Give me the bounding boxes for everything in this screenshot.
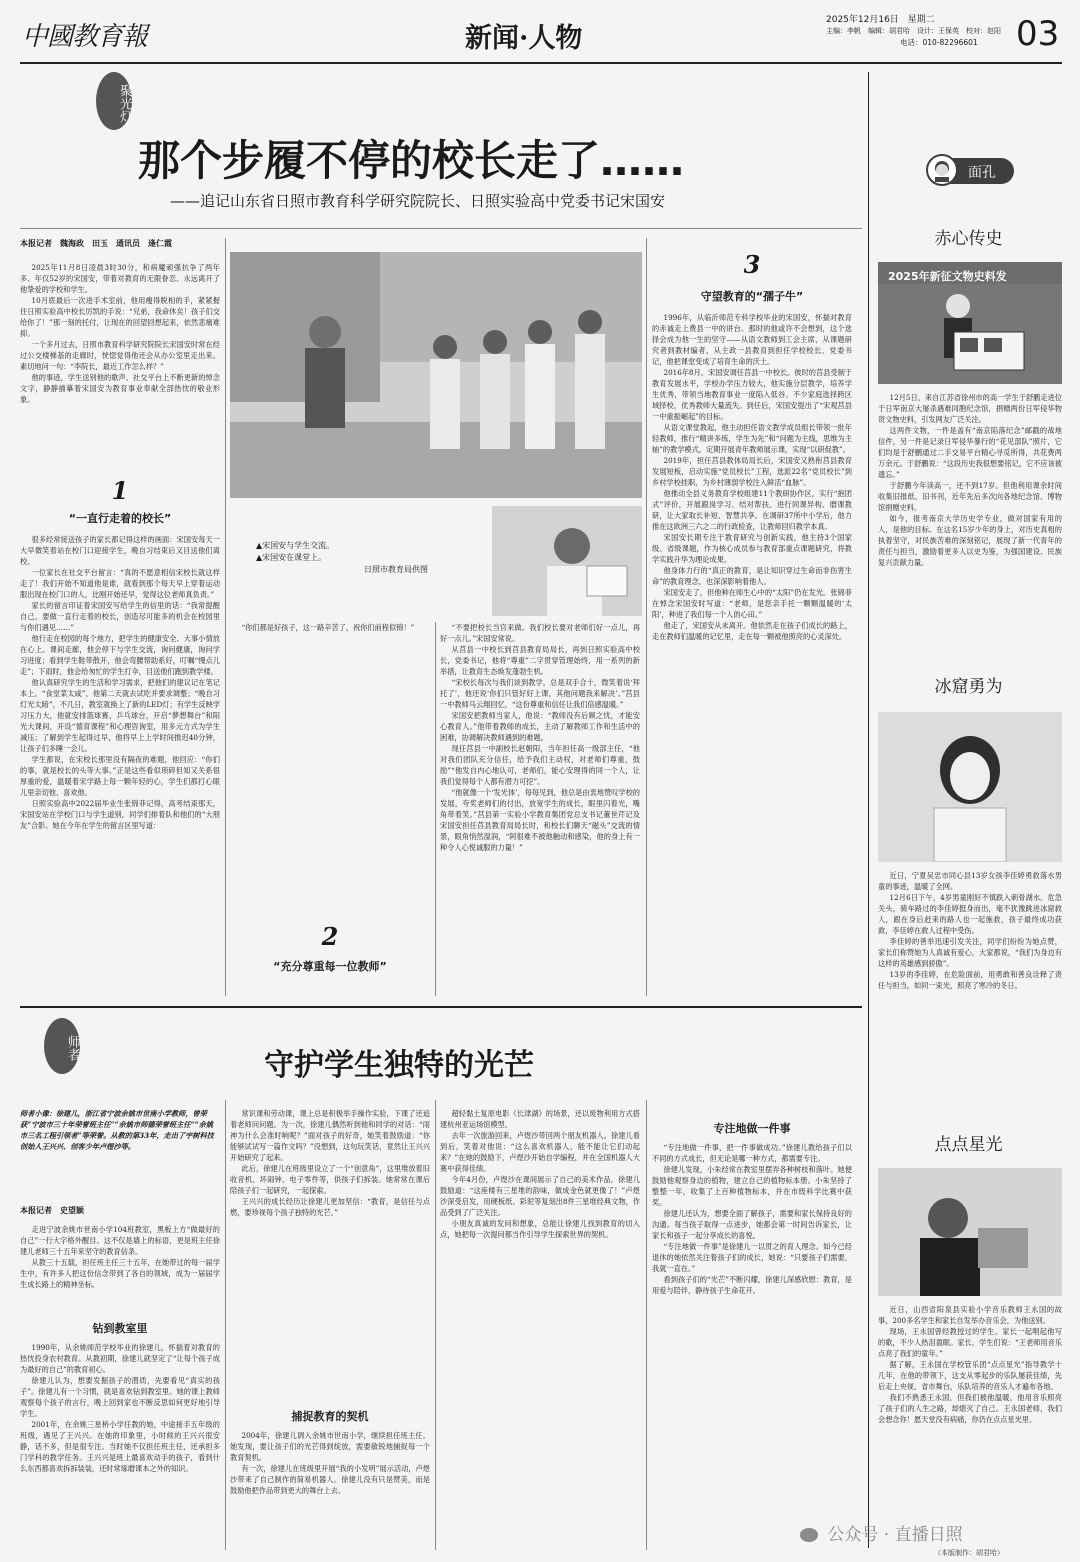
feature-photo-classroom (492, 506, 642, 616)
feature-intro (20, 262, 220, 466)
section-3-paragraph: 宋国安长期专注于教育研究与创新实践，他主持3个国家级、省级课题，作为核心成员参与教育部重点课题研究，将教学实践升华为理论成果。 (652, 533, 852, 564)
teacher-section-2-paragraph: 超轻黏土复原电影《长津湖》的场景，还以废物利用方式搭建杭州亚运场馆模型。 (440, 1109, 640, 1129)
section-1-paragraph: 他认真研究学生的生活和学习需求，把他们的建议记在笔记本上。“食堂菜太咸”，他第二天就去试吃并要求调整；“晚自习灯光太暗”，不几日，教室就换上了新的LED灯；有学生反映学习压力大，他就安排篮球赛、乒乓球台，开启“夢想舞台”和阳光大课间，开设“德育课程”和心理咨询室，用多元方式为学生减压；了解到学生起得过早，他将早上上学时间推迟40分钟，让孩子们多睡一会儿。 (20, 678, 220, 753)
masthead-paper-name: 中國教育報 (22, 22, 148, 52)
section-3-paragraph: 2019年，担任莒县教体局局长后，宋国安又熟衔莒县教育发展短板，启动实施“党员校长”工程，选派22名“党员校长”到乡村学校挂职，为乡村薄弱学校注入鲜活“血脉”。 (652, 456, 852, 487)
section-3-paragraph: 从语文课堂教起，他主动担任语文教学成员组长带领一批年轻教师，推行“精讲多练，学生为先”和“问题为主线，思维为主轴”的教学模式，定期开展青年教师展示课，实现“以研促教”。 (652, 423, 852, 454)
column-divider (646, 1100, 647, 1550)
sidebar-story-1-body (878, 392, 1062, 658)
teacher-section-1-title: 钻到教室里 (92, 1322, 148, 1335)
section-2-paragraph: 从莒县一中校长到莒县教育局局长，再到日照实验高中校长，党委书记，他将“尊重”二字贯穿管理始终，用一系列的新举措，让教育生态焕发蓬勃生机。 (440, 645, 640, 676)
section-3-paragraph: 1996年，从临沂师范专科学校毕业的宋国安，怀揣对教育的赤诚走上费县一中的讲台。那时的他或许不会想到，这个选择会成为他一生的坚守——从语文教师到工会主席，从课题研究者到教材编者，从主政一县教育到担任学校校长、党委书记，他把课堂变成了培育生命的沃土。 (652, 313, 852, 366)
teacher-intro-paragraph: 从教三十五载，担任班主任三十五年，在她带过的每一届学生中，有许多人把这份信念带到了各自的领域，成为一届届学生成长路上的精神坐标。 (20, 1258, 220, 1289)
masthead-staff-line: 主编：李帆 编辑：胡君哈 设计：王保英 校对：赵阳 (826, 27, 1001, 35)
teacher-section-2-continued (440, 1108, 640, 1548)
section-1-paragraph: 很多经常接送孩子的家长都记得这样的画面：宋国安每天一大早微笑着站在校门口迎接学生，晚自习结束后又目送他们离校。 (20, 535, 220, 566)
teacher-intro (20, 1224, 220, 1314)
teacher-section-1-paragraph: 王兴兴的成长经历让徐建儿更加坚信：“教育，是信任与点燃，要珍视每个孩子独特的光芒。” (230, 1197, 430, 1217)
section-1-number: 1 (111, 476, 129, 505)
sidebar-story-1-paragraph: 于舒鹏今年读高一，还不到17岁。但他利用课余时间收集旧报纸、旧书刊，近年先后多次向各地纪念馆、博物馆捐赠史料。 (878, 481, 1062, 512)
sidebar-story-3-title: 点点星光 (934, 1135, 1003, 1155)
teacher-section-3-body (652, 1142, 852, 1522)
intro-paragraph: 2025年11月8日凌晨3时30分，和病魔顽强抗争了两年多、年仅52岁的宋国安，带着对教育的无限眷恋、永远离开了他挚爱的学校和学生。 (20, 263, 220, 294)
section-2-paragraph: “他就像一个‘发光体’，每每见到，他总是由衷地赞叹学校的发展，夸奖老师们的付出，放宽学生的成长，眼里闪着光，嘴角带着笑。”莒县第一实验小学教育集团党总支书记董世芹记及宋国安担任莒县教育局局长时，和校长们聊天“磁头”交流的情景，眼角悄然湿润，“阿很难不被他触动和感染，他的身上有一种令人心悦诚服的力量！” (440, 788, 640, 852)
intro-paragraph: 他的事迹，学生送别他的歌声、社交平台上不断更新的悼念文字，静静描摹着宋国安为教育事业奉献全部热忱的敬业形象。 (20, 373, 220, 404)
classroom-illustration (492, 506, 642, 616)
wechat-icon (800, 1528, 818, 1542)
column-divider (646, 238, 647, 996)
section-3-paragraph: 他身体力行的“真正的教育，是让知识穿过生命而非伤害生命”的教育理念，也深深影响着他人。 (652, 566, 852, 586)
sidebar-column-tag (930, 158, 1014, 184)
teacher-section-2-paragraph: 2004年，徐建儿调入余姚市世南小学，继续担任班主任。她发现，要让孩子们的光芒得到绽放，需要敏锐地捕捉每一个教育契机。 (230, 1431, 430, 1462)
section-1-paragraph: “你们都是好孩子，这一路辛苦了，祝你们前程似锦！” (241, 623, 415, 632)
section-2-title: “充分尊重每一位教师” (273, 960, 387, 973)
section-3-paragraph: 宋国安走了，但他种在师生心中的“太阳”仍在发光。张锦菲在悼念宋国安时写道：“老师，是您亲手托一颗颗温暖的‘太阳’，种进了我们每一个人的心田。” (652, 588, 852, 619)
sidebar-story-2-photo (878, 712, 1062, 862)
teacher-profile: 师者小像：徐建儿，浙江省宁波余姚市世南小学教师，曾荣获“宁波市三十年荣誉班主任”“余姚市师德荣誉班主任”“余姚市三名工程引领者”等荣誉。从教的第33年，走出了宇树科技创始人王兴兴、创客少年卢煜沙等。 (20, 1109, 214, 1151)
teacher-section-1-paragraph: 常识课和劳动课，课上总是积极举手操作实验，下课了还追着老师问问题。为一次，徐建儿偶然听到他和同学的对话：“雨神为什么会准时响呢？”面对孩子的好奇，她笑着鼓励道：“你能够试试写一篇作文吗？”没想到，这句玩笑话，竟然让王兴兴开始研究了起来。 (230, 1109, 430, 1162)
sidebar-story-2-paragraph: 李佳婷的善举迅速引发关注，同学们纷纷为她点赞，家长们称赞她为人真诚有爱心，大家都说，“我们为身边有这样的英雄感到骄傲”。 (878, 937, 1062, 968)
sidebar-story-1-photo (878, 262, 1062, 384)
teacher-column-tag: 师者 (44, 1018, 80, 1074)
feature-byline: 本报记者 魏海政 田玉 通讯员 逢仁霞 (20, 239, 172, 248)
masthead-phone: 电话：010-82296601 (900, 38, 978, 47)
sidebar-divider (868, 72, 869, 1548)
teacher-section-1-paragraph: 徐建儿认为，想要发掘孩子的潜质，先要看见“真实的孩子”。徐建儿有一个习惯，就是喜欢钻到教室里。她的课上教师观察每个孩子的言行，晚上回到家也不断反思如何更好地引导学生。 (20, 1376, 220, 1418)
section-2-paragraph: “宋校长每次与我们谈到教学，总是双手合十，微笑着说‘拜托了’，他还说‘你们只管好好上课，其他问题我来解决’。”莒县一中教师马云翔回忆，“这份尊重和信任让我们倍感温暖。” (440, 678, 640, 709)
column-divider (435, 1100, 436, 1550)
column-divider (435, 622, 436, 996)
masthead-date: 2025年12月16日 (826, 15, 899, 25)
sidebar-story-2-paragraph: 12月6日下午，4岁男童刚好不慎跌入刺骨湖水。危急关头，骑车路过的李佳婷挺身而出，毫不犹豫跳进冰窟救人，跟在身后赶来的路人也一起施救，孩子最终成功获救，李佳婷在救人过程中受伤。 (878, 893, 1062, 935)
teacher-section-1-paragraph: 1990年，从余姚师范学校毕业的徐建儿，怀揣着对教育的热忱投身农村教育。从教初期，徐建儿就坚定了“让每个孩子成为最好的自己”的教育初心。 (20, 1343, 220, 1374)
feature-subheadline: ——追记山东省日照市教育科学研究院院长、日照实验高中党委书记宋国安 (170, 192, 666, 210)
section-3-body (652, 312, 852, 994)
photo-caption-1: ▲宋国安与学生交流。 (256, 541, 335, 550)
photo-credit: 日照市教育局供图 (364, 565, 428, 574)
teacher-section-3-paragraph: 看到孩子们的“光芒”不断闪耀，徐建儿深感欣慰：教育，是用爱与陪伴，静待孩子生命花开。 (652, 1275, 852, 1295)
section-2-number: 2 (321, 922, 339, 951)
section-1-title: “一直行走着的校长” (68, 512, 172, 525)
teacher-section-2-paragraph: 今年4月份，卢煜沙在课间展示了自己的美术作品，徐建儿鼓励道：“这座楼有三星堆的韵味，做成金色就更像了！”卢煜沙深受启发，用硬板纸、彩泥等复刻出8件三星堆经典文物，作品受到了广泛关注。 (440, 1175, 640, 1217)
section-2-body (440, 622, 640, 994)
sidebar-story-1-paragraph: 12月5日，来自江苏省徐州市的高一学生于舒鹏走进位于日军南京大屠杀遇难同胞纪念馆，捐赠两份日军侵华物资文物史料，引发网友广泛关注。 (878, 393, 1062, 424)
watermark-text: 公众号 · 直播日照 (827, 1525, 963, 1545)
section-3-paragraph: 2016年8月，宋国安调任莒县一中校长。彼时的莒县受制于教育发展水平，学校办学压力较大，他实施分层教学，培养学生优秀，带领当地教育事业一度陷入低谷。不少家庭选择跨区域择校，优秀教师大量流失。到任后，宋国安提出了“宋观莒县一中重振崛起”的目标。 (652, 368, 852, 421)
sidebar-story-3-paragraph: 据了解，王永国在学校管乐团“点点星光”指导教学十几年，在他的带领下，这支从零起步的乐队屡获佳绩，先后走上央视、省市舞台，乐队培养的音乐人才遍布各地。 (878, 1360, 1062, 1391)
teacher-byline: 本报记者 史望颖 (20, 1206, 84, 1215)
teacher-feature-divider (20, 1006, 862, 1008)
sidebar-story-1-paragraph: 如今，报考南京大学历史学专业，做对国家有用的人，是他的目标。在这名15岁少年的身上，对历史真相的执着坚守，对民族苦难的深刻铭记，展现了新一代青年的责任与担当，激励着更多人以史为鉴，为强国建设、民族复兴贡献力量。 (878, 514, 1062, 567)
teacher-section-1-paragraph: 2001年，在余姚三星桥小学任教的她，中途接手五年级的班级，遇见了王兴兴。在她的印象里，小时候的王兴兴很安静，话不多，但是很专注。当时她不仅担任班主任，还承担多门学科的教学任务。王兴兴是班上最喜欢动手的孩子，看到什么东西都喜欢拆拆装装，还时常琢磨课本之外的知识。 (20, 1420, 220, 1473)
feature-photo-students (230, 252, 642, 498)
intro-paragraph: 一个多月过去，日照市教育科学研究院院长宋国安时常在经过公交楼梯基的走廊时，恍惚觉得他还会从办公室里走出来。素切地问一句：“李院长，最近工作怎么样？” (20, 340, 220, 371)
column-divider (225, 238, 226, 996)
sidebar-story-3-body (878, 1304, 1062, 1514)
watermark (800, 1520, 963, 1545)
section-1-paragraph: 一位家长在社交平台留言：“真的不愿意相信宋校长就这样走了！我们开始不知道他是谁，就看到那个每天早上穿着运动服出现在校门口的人，比刚开始还早，觉得这位老师真负责。” (20, 568, 220, 599)
sidebar-story-3-photo (878, 1168, 1062, 1296)
sidebar-story-1-title: 赤心传史 (934, 229, 1003, 249)
section-3-number: 3 (743, 250, 761, 279)
sidebar-story-2-paragraph: 13岁的李佳婷，在危险面前，用勇敢和善良诠释了责任与担当，如同一束光，照亮了寒冷的冬日。 (878, 970, 1062, 990)
sidebar-story-1-banner: 2025年新征文物史料发 (888, 270, 1007, 283)
face-icon (926, 154, 958, 186)
teacher-section-1-body (20, 1342, 220, 1548)
sidebar-story-3-paragraph: 现场，王永国曾经教授过的学生、家长一起唱起他写的歌，不少人热泪盈眶。家长、学生们说：“王老师用音乐点亮了我们的童年。” (878, 1327, 1062, 1358)
sidebar-column-tag-label: 面孔 (968, 165, 996, 181)
intro-paragraph: 10月底最后一次进手术室前，他用瘦得脱相的手，紧紧握住日照实验高中校长厉凯的手说：“兄弟，我命休矣！孩子们交给你了！”那一刻的托付，让现在的回望回想起来，依然悲痛难抑。 (20, 296, 220, 338)
teacher-portrait-illustration (878, 1168, 1062, 1296)
teacher-section-3-paragraph: 徐建儿还认为，想要全面了解孩子，需要和家长保持良好的沟通。每当孩子取得一点进步，她都会第一时间告诉家长，让家长和孩子一起分享成长的喜悦。 (652, 1209, 852, 1240)
teacher-section-3-title: 专注地做一件事 (713, 1122, 791, 1135)
teacher-section-2-paragraph: 去年一次旅游回来，卢煜沙带回两个朋友机器人。徐建儿看到后，笑着对他说：“这么喜欢机器人，能不能让它们动起来？”在她的鼓励下，卢煜沙开始自学编程，并在全国机器人大赛中获得佳绩。 (440, 1131, 640, 1173)
teacher-section-3-paragraph: “专注地做一件事”是徐建儿一以贯之的育人理念。如今已经退休的她依然关注着孩子们的成长，她说：“只要孩子们需要，我就一直在。” (652, 1242, 852, 1273)
section-1-paragraph: 日照实验高中2022届毕业生张锦菲记得，高考结束那天，宋国安站在学校门口与学生道别，同学们排着队和他们的“大朋友”合影。她在今年在学生的留言区里写道： (20, 799, 220, 830)
feature-column-tag: 聚光灯 (96, 72, 132, 130)
girl-portrait-illustration (878, 712, 1062, 862)
feature-headline: 那个步履不停的校长走了…… (138, 136, 685, 185)
teacher-section-3-paragraph: 徐建儿发现，小朱经常在教室里摆弄各种树枝和落叶。她便鼓励他观察身边的植物，建立自己的植物标本册。小朱坚持了整整一年，收集了上百种植物标本，并在市级科学比赛中获奖。 (652, 1165, 852, 1207)
section-2-paragraph: “不要把校长当官来做。我们校长要对老师们好一点儿，再好一点儿。”宋国安常说。 (440, 623, 640, 643)
section-3-title: 守望教育的“孺子牛” (700, 290, 804, 303)
sidebar-story-2-body (878, 870, 1062, 1110)
masthead-weekday: 星期二 (907, 15, 935, 25)
section-3-paragraph: 他走了，宋国安从未离开。他依然走在孩子们成长的路上，走在教师们温暖的记忆里，走在每一颗被他照亮的心灵深处。 (652, 621, 852, 641)
section-1-paragraph: 学生都说，在宋校长那里没有隔夜的难题，他回应：“你们的事，就是校长的头等大事。”正是这些看似琐碎但知又关系很厚重的爱，温暖着宋学路上每一颗年轻的心，学生们都打心眼儿里亲切他、喜欢他。 (20, 755, 220, 797)
section-1-continued (230, 622, 430, 912)
teacher-section-1-paragraph: 此后，徐建儿在班级里设立了一个“创意角”，这里堆放着旧收音机、坏闹钟、电子零件等，供孩子们拆装。她常常在课后陪孩子们一起研究，一起探索。 (230, 1164, 430, 1195)
masthead-date-line (826, 12, 935, 25)
sidebar-credit: （本版制作：胡君哈） (934, 1549, 1004, 1557)
section-2-paragraph: 现任莒县一中副校长赵朝阳，当年担任高一级部主任，“他对我们团队充分信任，给予我们主动权，对老师们尊重，鼓励”“他发自内心地认可，老师们，能心安理得的同一个人，让我们觉得每个人都有潜力可挖”。 (440, 744, 640, 786)
sidebar-story-2-paragraph: 近日，宁夏吴忠市同心县13岁女孩李佳婷勇救落水男童的事迹，温暖了全网。 (878, 871, 1062, 891)
teacher-section-2-paragraph: 有一次，徐建儿在班级里开展“我的小发明”展示活动，卢煜沙带来了自己制作的简易机器人。徐建儿没有只是赞美，而是鼓励他把作品带到更大的舞台上去。 (230, 1464, 430, 1495)
teacher-section-3-paragraph: “专注地做一件事，把一件事做成功。”徐建儿教给孩子们以不同的方式成长，但无论是哪一种方式，都需要专注。 (652, 1143, 852, 1163)
masthead-section: 新闻·人物 (465, 23, 583, 54)
sidebar-story-1-paragraph: 这两件文物，一件是盖有“南京陷落纪念”邮戳的战地信件，另一件是记录日军侵华暴行的“花见部队”照片，它们均是于舒鹏通过二手交易平台精心寻觅所得，共花费两万余元。于舒鹏说：“这段历史我很想要铭记，它不应该被遗忘。” (878, 426, 1062, 479)
students-illustration (230, 252, 642, 498)
sidebar-story-3-paragraph: 我们不熟悉王永国，但我们被他温暖，他用音乐照亮了孩子们的人生之路，却熄灭了自己。王永国老师，我们会想念你！愿天堂没有病痛，你仍在点点星光里。 (878, 1393, 1062, 1424)
section-1-paragraph: 他行走在校园的每个地方，把学生的健康安全、大事小情放在心上。课间走廊，他会停下与学生交流，询问健康，询问学习进度；看到学生鞋带散开，他会弯腰帮助系好，叮嘱“慢点儿走”；下雨时，他会给匆忙的学生打伞，目送他们跑到教学楼。 (20, 634, 220, 676)
sidebar-story-2-title: 冰窟勇为 (934, 677, 1003, 697)
page-number: 03 (1016, 14, 1060, 54)
teacher-section-2-title: 捕捉教育的契机 (291, 1410, 369, 1423)
section-1-paragraph: 家长的留言印证着宋国安写给学生的信里的话：“我常提醒自己，要做一直行走着的校长，创造尽可能多的机会在校园里与你们遇见……” (20, 601, 220, 632)
section-3-paragraph: 他推动全县义务教育学校组建11个教研协作区，实行“抱团式”评价，开展跟岗学习、结对帮扶、进行同课异构、磨课教研，让大家取长补短、智慧共享。在调研37所中小学后，他力推在这欧洲三六之二的行政检查，让教师回归教学本真。 (652, 489, 852, 531)
photo-caption-2: ▲宋国安在课堂上。 (256, 553, 327, 562)
donation-illustration (878, 284, 1062, 384)
masthead-rule (20, 62, 1062, 64)
teacher-section-2-paragraph: 小朋友真诚的发问和想象，总能让徐建儿找到教育的切入点，她把每一次提问都当作引导学生探索世界的契机。 (440, 1219, 640, 1239)
teacher-intro-paragraph: 走进宁波余姚市世南小学104班教室，黑板上方“做最好的自己”一行大字格外醒目。这不仅是墙上的标语，更是班主任徐建儿老师三十五年来坚守的教育信条。 (20, 1225, 220, 1256)
section-2-paragraph: 宋国安把教师当家人，他说：“教师没有后顾之忧，才能安心教育人。”他带着教师的成长，主动了解教师工作和生活中的困难，协调解决教师遇到的难题。 (440, 711, 640, 742)
column-divider (225, 1100, 226, 1550)
feature-divider (20, 228, 862, 229)
section-1-body (20, 534, 220, 994)
teacher-section-1-continued (230, 1108, 430, 1398)
teacher-section-2-body (230, 1430, 430, 1548)
sidebar-story-3-paragraph: 近日，山西省阳泉县实验小学音乐教师王永国的故事，200多名学生和家长自发举办音乐会，为他送别。 (878, 1305, 1062, 1325)
teacher-headline: 守护学生独特的光芒 (264, 1048, 534, 1083)
